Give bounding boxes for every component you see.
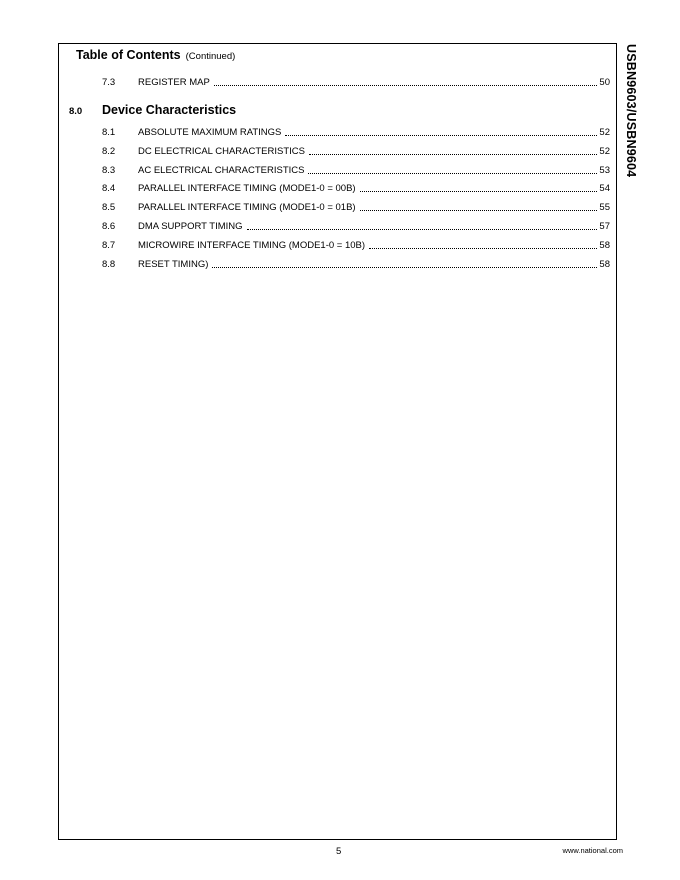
toc-entry[interactable] [102, 180, 610, 194]
dot-leader [212, 260, 597, 268]
dot-leader [369, 241, 597, 249]
entry-number: 7.3 [102, 77, 116, 88]
toc-entry[interactable] [102, 143, 610, 157]
toc-entry[interactable] [102, 237, 610, 251]
entry-page: 52 [599, 127, 610, 138]
toc-entry[interactable] [102, 256, 610, 270]
entry-title: DMA SUPPORT TIMING [138, 221, 243, 232]
toc-entry[interactable] [102, 124, 610, 138]
entry-number: 8.7 [102, 240, 116, 251]
entry-title: ABSOLUTE MAXIMUM RATINGS [138, 127, 282, 138]
dot-leader [285, 128, 597, 136]
section-number: 8.0 [69, 106, 83, 117]
entry-title: MICROWIRE INTERFACE TIMING (MODE1-0 = 10B) [138, 240, 366, 251]
entry-number: 8.6 [102, 221, 116, 232]
entry-page: 58 [599, 259, 610, 270]
entry-title: PARALLEL INTERFACE TIMING (MODE1-0 = 01B) [138, 202, 356, 213]
entry-number: 8.3 [102, 165, 116, 176]
side-title: USBN9603/USBN9604 [624, 44, 638, 178]
entry-title: REGISTER MAP [138, 77, 210, 88]
entry-title: RESET TIMING) [138, 259, 209, 270]
dot-leader [308, 166, 597, 174]
entry-page: 54 [599, 183, 610, 194]
entry-page: 53 [599, 165, 610, 176]
toc-title: Table of Contents [76, 48, 181, 62]
dot-leader [247, 222, 598, 230]
toc-entry[interactable] [102, 218, 610, 232]
toc-entry[interactable] [102, 74, 610, 88]
entry-page: 50 [599, 77, 610, 88]
entry-page: 52 [599, 146, 610, 157]
page-number: 5 [336, 846, 342, 857]
toc-heading [76, 48, 235, 62]
dot-leader [360, 184, 598, 192]
entry-title: AC ELECTRICAL CHARACTERISTICS [138, 165, 305, 176]
entry-number: 8.2 [102, 146, 116, 157]
dot-leader [214, 78, 598, 86]
dot-leader [309, 147, 597, 155]
entry-number: 8.1 [102, 127, 116, 138]
entry-page: 57 [599, 221, 610, 232]
toc-entry[interactable] [102, 162, 610, 176]
entry-number: 8.5 [102, 202, 116, 213]
toc-continued: (Continued) [185, 51, 236, 62]
entry-page: 55 [599, 202, 610, 213]
entry-title: PARALLEL INTERFACE TIMING (MODE1-0 = 00B) [138, 183, 356, 194]
dot-leader [360, 203, 598, 211]
entry-title: DC ELECTRICAL CHARACTERISTICS [138, 146, 305, 157]
entry-number: 8.4 [102, 183, 116, 194]
website-link[interactable]: www.national.com [562, 846, 623, 855]
entry-number: 8.8 [102, 259, 116, 270]
toc-entry[interactable] [102, 199, 610, 213]
entry-page: 58 [599, 240, 610, 251]
section-title: Device Characteristics [102, 103, 237, 117]
section-heading[interactable] [69, 103, 236, 117]
